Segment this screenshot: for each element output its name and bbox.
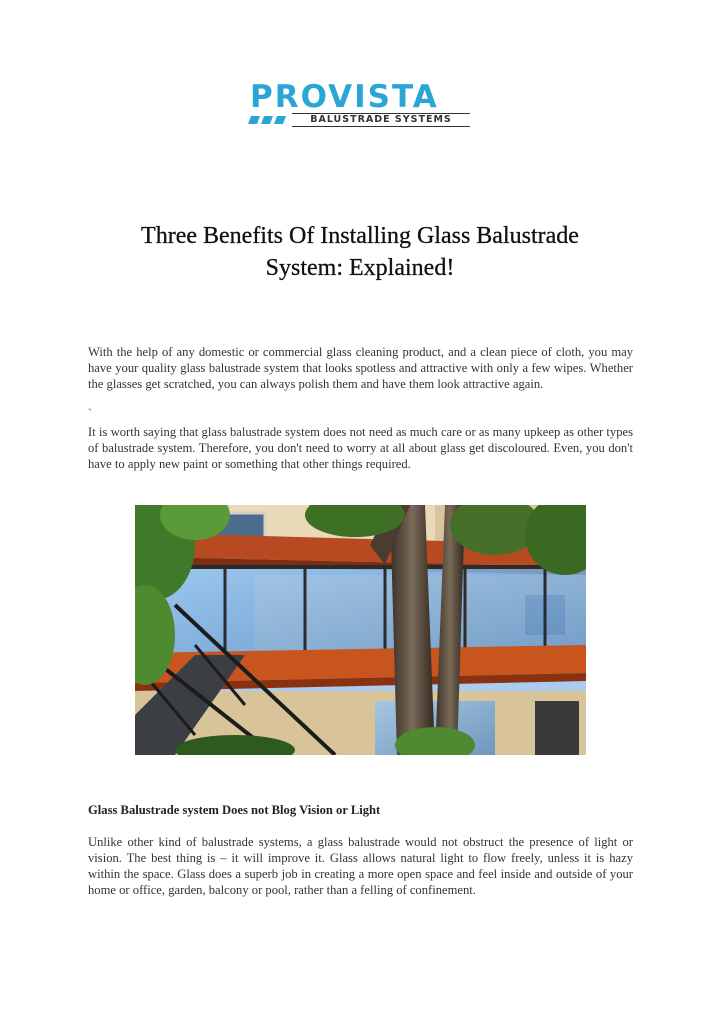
title-line-2: System: Explained! [265, 255, 455, 281]
paragraph-light: Unlike other kind of balustrade systems, a glass balustrade would not obstruct the presence of light or vision. The best thing is – it will improve it. Glass allows natural light to flow freely, unless it is hazy within the space. Glass does a superb job in creating a more open space and feel inside and outside of your home or office, garden, balcony or pool, rather than a felling of confinement. [88, 835, 633, 897]
house-glass-balustrade-photo [135, 505, 586, 755]
logo-brand-text: PROVISTA [250, 79, 439, 115]
paragraph-upkeep: It is worth saying that glass balustrade system does not need as much care or as many upkeep as other types of balustrade system. Therefore, you don't need to worry at all about glass get discoloured. Even, you don't have to apply new paint or something that other things required. [88, 425, 633, 471]
logo-stripes-icon [248, 115, 288, 125]
provista-logo [248, 79, 472, 130]
paragraph-cleaning: With the help of any domestic or commercial glass cleaning product, and a clean piece of cloth, you may have your quality glass balustrade system that looks spotless and attractive with only a few wipes. Whether the glasses get scratched, you can always polish them and have them look attractive again. [88, 345, 633, 391]
section-heading: Glass Balustrade system Does not Blog Vision or Light [88, 803, 381, 817]
page-title [90, 220, 630, 284]
logo-tagline: BALUSTRADE SYSTEMS [292, 113, 470, 127]
stray-mark: ` [88, 406, 92, 420]
title-line-1: Three Benefits Of Installing Glass Balustrade [141, 223, 579, 249]
